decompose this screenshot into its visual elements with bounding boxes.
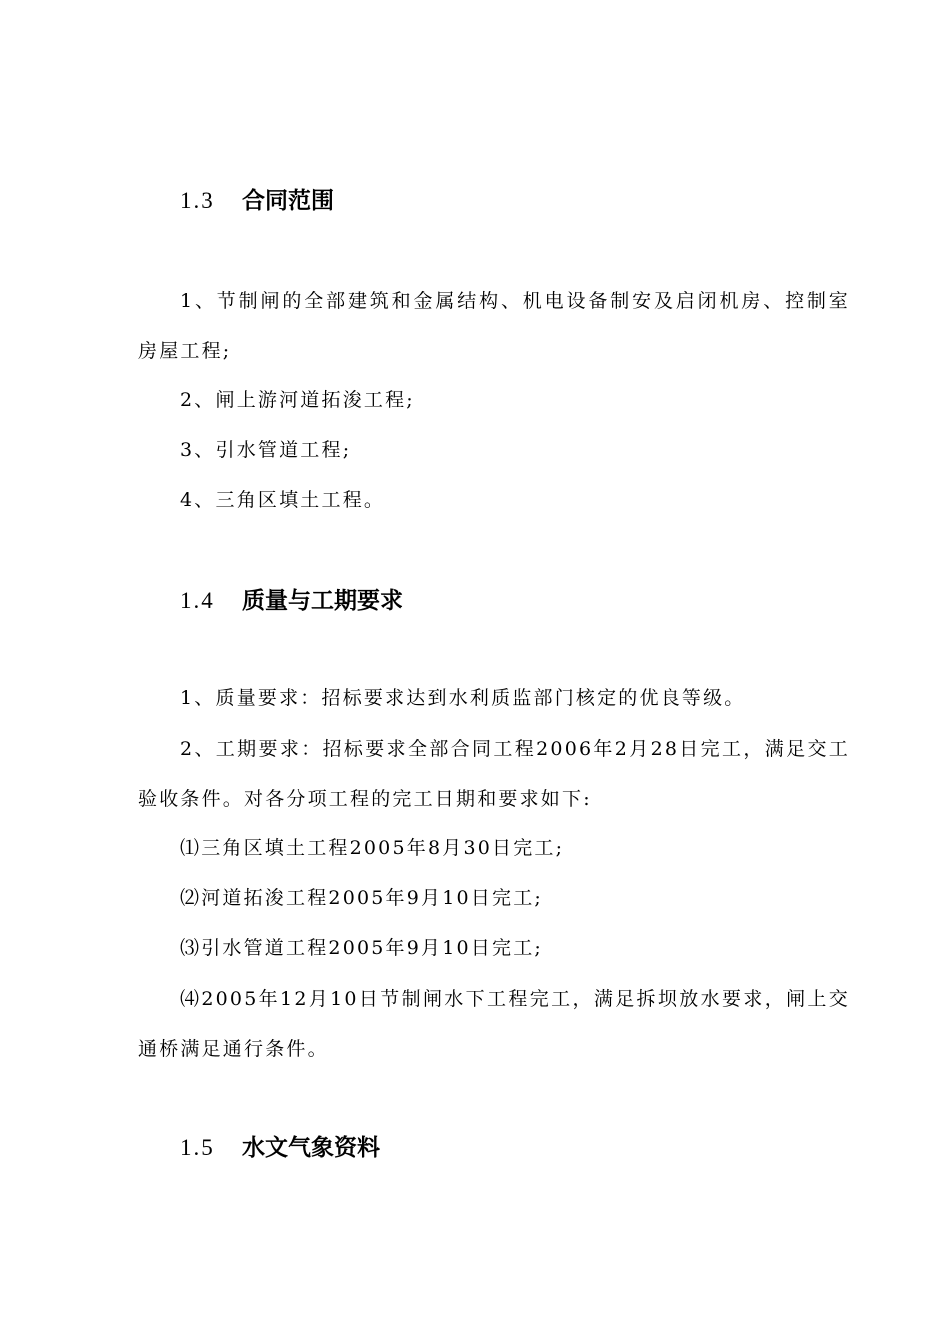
section-heading-1-3: [180, 186, 334, 216]
list-item: 1、节制闸的全部建筑和金属结构、机电设备制安及启闭机房、控制室房屋工程;: [138, 290, 850, 362]
list-item: ⑴三角区填土工程2005年8月30日完工;: [180, 837, 565, 859]
section-title: 水文气象资料: [242, 1135, 380, 1161]
section-number: 1.4: [180, 588, 215, 613]
list-item: 4、三角区填土工程。: [180, 489, 386, 511]
section-heading-1-5: [180, 1133, 380, 1163]
list-item: ⑵河道拓浚工程2005年9月10日完工;: [180, 887, 544, 909]
list-item: 1、质量要求：招标要求达到水利质监部门核定的优良等级。: [180, 687, 746, 709]
list-item: ⑶引水管道工程2005年9月10日完工;: [180, 937, 544, 959]
section-title: 质量与工期要求: [242, 588, 403, 614]
section-number: 1.3: [180, 188, 215, 213]
list-item: 2、工期要求：招标要求全部合同工程2006年2月28日完工，满足交工验收条件。对各分项工程的完工日期和要求如下:: [138, 738, 850, 810]
list-item: 3、引水管道工程;: [180, 439, 352, 461]
section-heading-1-4: [180, 586, 403, 616]
list-item: 2、闸上游河道拓浚工程;: [180, 389, 415, 411]
section-title: 合同范围: [242, 188, 334, 214]
section-number: 1.5: [180, 1135, 215, 1160]
list-item: ⑷2005年12月10日节制闸水下工程完工，满足拆坝放水要求，闸上交通桥满足通行条件。: [138, 988, 850, 1060]
